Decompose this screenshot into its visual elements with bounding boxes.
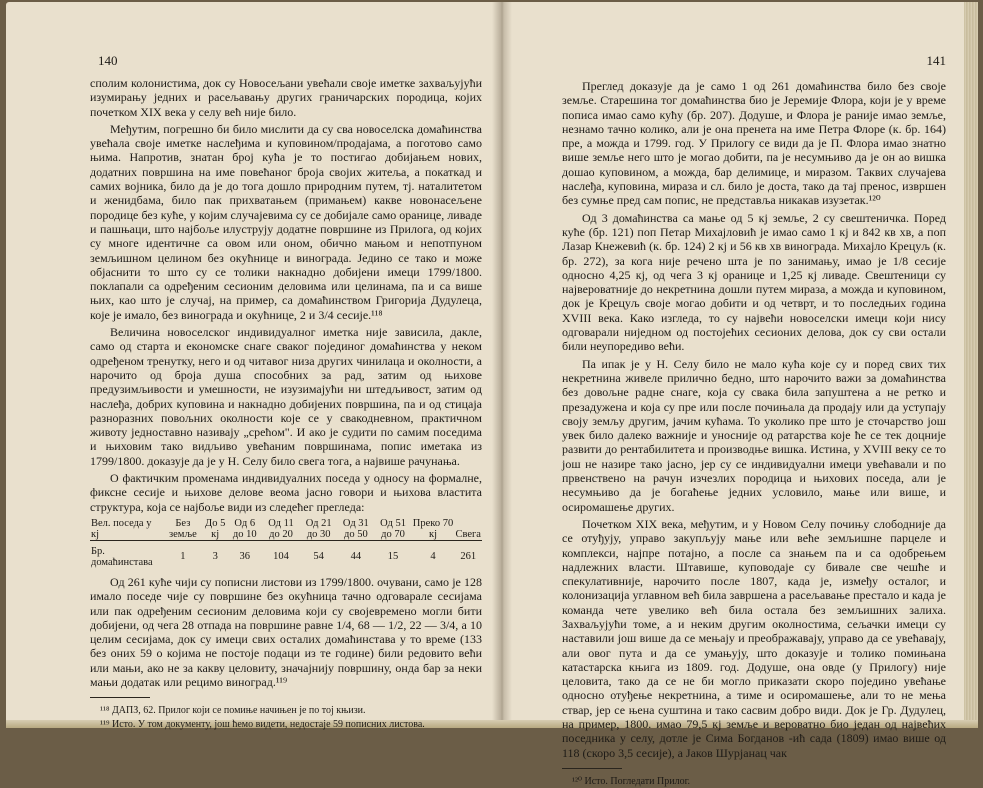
table-header-row [90,518,482,541]
table-row [90,540,482,571]
footnote: ¹²⁰ Исто. Погледати Прилог. [572,775,691,787]
table-header-cell: Од 31 до 50 [342,517,369,540]
book-gutter [492,2,512,728]
table-cell: 15 [387,551,399,563]
table-cell: 1 [180,551,186,563]
left-page [90,2,482,731]
table-header-cell: Преко 70 кј [412,517,454,540]
table-cell: 3 [212,551,218,563]
table-header-cell: До 5 кј [205,517,226,540]
paragraph: Од 3 домаћинства са мање од 5 кј земље, 2 су свештеничка. Поред куће (бр. 121) поп Петар Михајловић је имао само 1 кј и 842 кв хв, а поп Лазар Кнежевић (к. бр. 124) 2 кј и 56 кв хв винограда. Михајло Крецуљ (к. бр. 272), за кога није речено шта је по занимању, имао је 1/8 сесије односно 4,25 кј, од чега 3 кј оранице и 1,25 кј ливаде. Свештеници су највероватније до некретнина дошли путем мираза, а можда и куповином, док је Крецуљ своје могао добити и од четврт, и то последњих година XVIII века. Како изгледа, то су највећи новоселски имеци који нису одговарали ниједном од постојећих сесионих делова, док су сви остали били неупоредиво већи. [562,210,946,354]
footnote-rule [90,697,150,698]
paragraph: Међутим, погрешно би било мислити да су сва новоселска домаћинства увећала своје иметке наслеђима и куповином/продајама, а поготово само њима. Напротив, знатан број кућа је то постигао добијањем нових, додатних површина на име повећаног броја својих житеља, а покаткад и самих војника, било да је до тога дошло природним путем, тј. наталитетом и женидбама, било пак прихватањем (примањем) какве новонасељене породице без куће, у којим случајевима су се добијале само оранице, ливаде и пашњаци, што најбоље илуструју додатне површине из Прилога, од којих су многе идентичне са овом или оном, обично мањом и непотпуном земљишном целином без окућнице и винограда. Једино се тако и може објаснити то што су се толики накнадно добијени имеци 1799/1800. поклапали са одређеним сесионим деловима или целинама, па и са више њих, као што је случај, на пример, са домаћинством Григорија Дудулеца, које је имало, без винограда и окућнице, 2 и 3/4 сесије.¹¹⁸ [90,121,482,322]
paragraph: сполим колонистима, док су Новосељани увећали своје иметке захваљујући изумирању једних и расељавању других граничарских породица, којих почетком XIX века у селу већ није било. [90,76,482,119]
table-cell: 54 [313,551,324,563]
table-header-cell: Свега [455,528,481,540]
page-number: 141 [926,53,946,68]
table-header-cell: Без земље [169,517,197,540]
footnote-rule [562,768,622,769]
book-spread [6,2,978,787]
table-cell: 4 [430,551,436,563]
table-cell: 44 [350,551,362,563]
paragraph: О фактичким променама индивидуалних поседа у односу на формалне, фиксне сесије и њихове делове веома јасно говори и њихова властита структура, која се најбоље види из следећег прегледа: [90,471,482,514]
table-cell: 36 [239,551,250,563]
table-header-cell: Од 21 до 30 [305,517,332,540]
table-cell: 104 [273,551,289,563]
paragraph: Па ипак је у Н. Селу било не мало кућа које су и поред свих тих некретнина живеле прилично бедно, што нарочито важи за домаћинства без довољне радне снаге, која су свака била запуштена а не ретко и презадужена и која су пре или после почињала да продају или да уступају своју земљу другим, јачим кућама. То уколико пре што је сточарство још увек било далеко важније и уносније од ратарства које ће се тек доцније развити до рентабилитета и производње вишка. Истина, у XVIII веку се то још не назире тако јасно, јер су се индивидуални имеци увећавали и по првенствено на рачун изчезлих породица и њихових поседа, али је несумњиво да је богаћење једних условило, мање или више, и осиромашење других. [562,356,946,514]
paragraph: Почетком XIX века, међутим, и у Новом Селу почињу слободније да се отуђују, управо закупљују мање или веће земљишне парцеле и комплекси, најпре потајно, а после са знањем па и са одобрењем надлежних власти. Штавише, куповодаје су бивале све чешће и спекулативније, нарочито после 1807, када је, између осталог, и колонизација углавном већ била завршена а расељавање престало и када је команда чете увелико већ била остала без земљишних залиха. Захваљујући томе, а и неким другим околностима, сељачки имеци су наставили још више да се мењају и преображавају, управо да се увећавају, али овог пута и да се умањују, што доказује и толико помињана катастарска књига из 1809. год. Додуше, она овде (у Прилогу) није целовита, тако да се не би могло приказати скоро поједино увећање односно отуђење некретнина, а тиме и осиромашење, али то не мења ствар, јер се њена суштина и тако сасвим добро види. Док је Гр. Дудулец, на пример, 1800. имао 79,5 кј земље и вероватно био један од највећих поседника у селу, дотле је Сима Богданов -ић сада (1809) имао више од 118 (скоро 3,5 сесије), а Јаков Шурјанац чак [562,516,946,760]
table-cell: Бр. домаћинстава [91,545,153,568]
table-header-cell: Од 11 до 20 [268,517,294,540]
paragraph: Од 261 куће чији су пописни листови из 1799/1800. очувани, само је 128 имало поседе чије су површине без окућница тачно одговарале сесијама или пак одређеним сесионим деловима који су својевремено могли бити добијени, од чега 28 отпада на површине равне 1/4, 68 — 1/2, 22 — 3/4, а 10 целим сесијама, док су имеци свих осталих домаћинстава у то време (133 без оних 59 о којима не постоје подаци из те године) били редовито већи или мањи, ако не за какву целовиту, значајнију површину, онда бар за неки мањи додатак или рецимо виноград.¹¹⁹ [90,574,482,689]
right-page-body [562,79,946,788]
footnote: ¹¹⁹ Исто. У том документу, још ћемо видети, недостаје 59 пописних листова. [100,719,425,731]
page-number: 140 [98,53,118,68]
page-edges [964,2,978,728]
left-page-body [90,76,482,731]
table-header-cell: Од 6 до 10 [232,517,257,540]
table-header-cell: Од 51 до 70 [380,517,406,540]
paragraph: Преглед доказује да је само 1 од 261 домаћинства било без своје земље. Старешина тог домаћинства био је Јеремије Флора, који је у време пописа имао само кућу (бр. 207). Додуше, и Флора је раније имао земље, незнамо тачно колико, али је она пренета на име Петра Флоре (к. бр. 164) пре, а можда и 1799. год. У Прилогу се види да је П. Флора имао знатно више земље него што је могао добити, па је несумњиво да је он ао вишка дошао куповином, а можда, бар делимице, и миразом. Таквих случајева наслеђа, куповина, мираза и сл. било је доста, тако да тај пренос, извршен без сумње пред сам попис, не представља никакав изузетак.¹²⁰ [562,79,946,208]
paragraph: Величина новоселског индивидуалног иметка није зависила, дакле, само од старта и економске снаге сваког појединог домаћинства у неком одређеном тренутку, него и од читавог низа других чинилаца и околности, а нарочито од броја душа способних за рад, затим од њихове предузимљивости и умешности, не изузимајући ни штедљивост, затим од наслеђа, добрих куповина и накнадно добијених површина, па и од стицаја разноразних повољних околности које се у свакодневном, практичном животу једноставно називају „срећом". И ако је судити по самим поседима и њиховим тако видљиво увећаним површинама, попис иметака из 1799/1800. доказује да је у Н. Селу било свега тога, а највише рачунања. [90,325,482,468]
table-cell: 261 [460,551,477,563]
holdings-table [90,518,482,571]
footnote: ¹¹⁸ ДАПЗ, 62. Прилог који се помиње начињен је по тој књизи. [100,705,366,717]
right-page [562,2,946,787]
table-header-cell: Вел. поседа у кј [91,517,152,540]
